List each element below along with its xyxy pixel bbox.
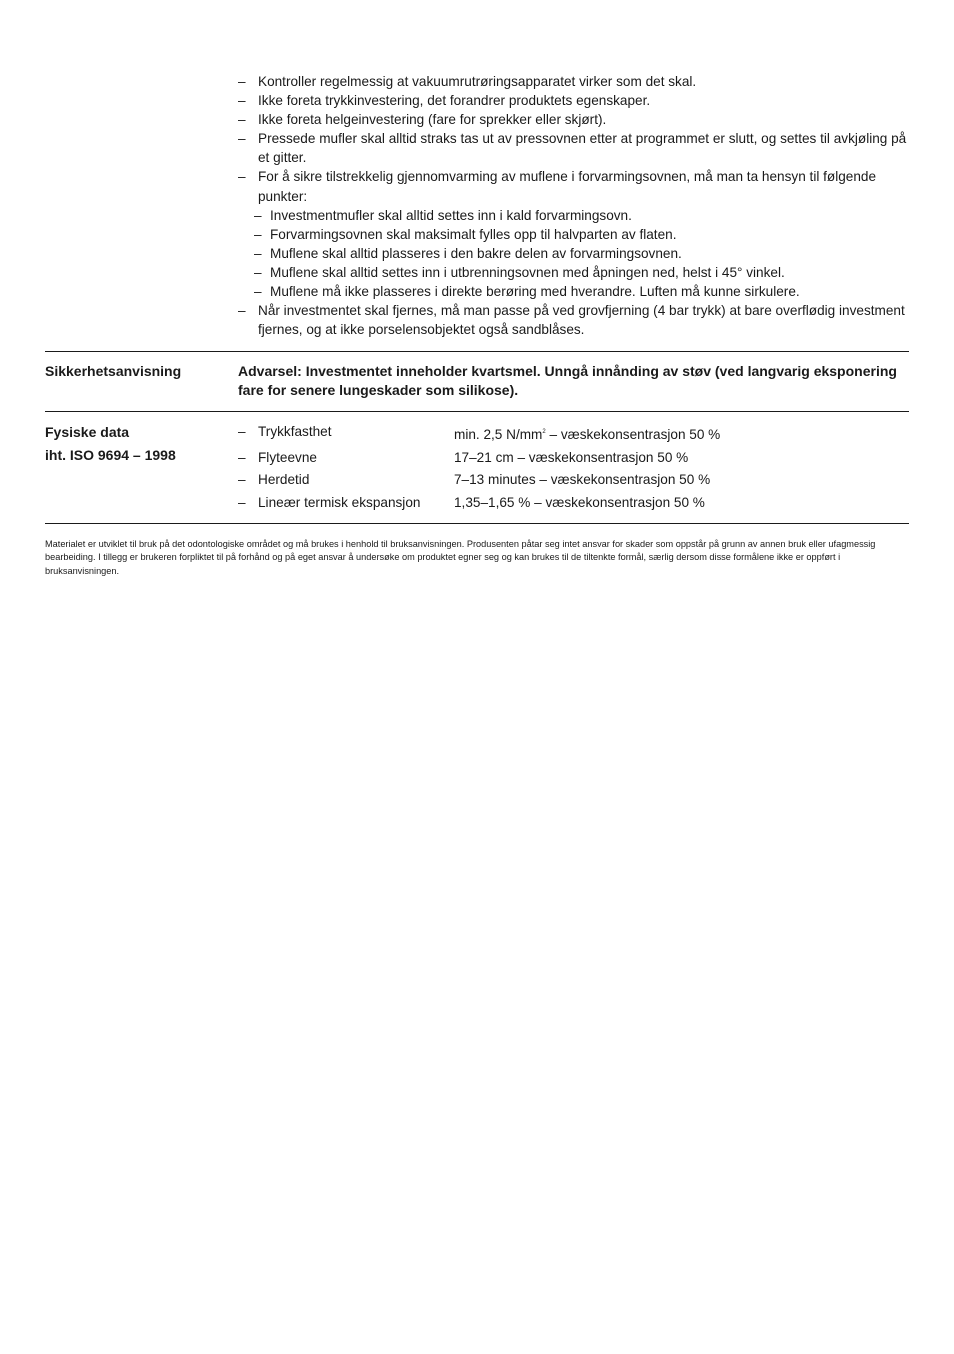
physical-data-section	[45, 421, 909, 514]
sub-list-item	[238, 206, 909, 225]
property-value-text: – væskekonsentrasjon 50 %	[545, 427, 721, 443]
sub-list-item	[238, 282, 909, 301]
dash-bullet: –	[238, 424, 246, 440]
section-divider	[45, 411, 909, 412]
list-item	[238, 72, 909, 91]
list-item-text: Pressede mufler skal alltid straks tas ut av pressovnen etter at programmet er slutt, og settes til avkjøling på et gitter.	[258, 131, 907, 166]
dash-bullet: –	[238, 472, 246, 488]
sub-list-item-text: Muflene må ikke plasseres i direkte berøring med hverandre. Luften må kunne sirkulere.	[270, 284, 800, 300]
property-value: 7–13 minutes – væskekonsentrasjon 50 %	[454, 472, 711, 488]
dash-bullet: –	[254, 284, 262, 300]
disclaimer-footnote: Materialet er utviklet til bruk på det odontologiske området og må brukes i henhold til bruksanvisningen. Produsenten påtar seg intet ansvar for skader som oppstår på grunn av annen bruk eller ufagmessig bearbeiding. I tillegg er brukeren forpliktet til på forhånd og på eget ansvar å undersøke om produktet egner seg og kan brukes til de tiltenkte formål, særlig dersom disse formålene ikke er oppført i bruksanvisningen.	[45, 538, 876, 576]
sub-list-item-text: Muflene skal alltid settes inn i utbrenningsovnen med åpningen ned, helst i 45° vinkel.	[270, 264, 785, 280]
list-item-text: Kontroller regelmessig at vakuumrutrøringsapparatet virker som det skal.	[258, 74, 697, 89]
sub-list-item	[238, 263, 909, 282]
dash-bullet: –	[238, 74, 246, 89]
property-name: Herdetid	[258, 472, 310, 488]
property-value: 1,35–1,65 % – væskekonsentrasjon 50 %	[454, 494, 705, 510]
property-row	[238, 421, 909, 446]
property-list	[238, 421, 909, 514]
property-name: Lineær termisk ekspansjon	[258, 494, 421, 510]
instruction-list	[238, 72, 909, 339]
property-name: Trykkfasthet	[258, 424, 332, 440]
list-item-text: Ikke foreta helgeinvestering (fare for sprekker eller skjørt).	[258, 112, 607, 128]
property-value	[454, 421, 909, 446]
dash-bullet: –	[238, 494, 246, 510]
sub-list-item-text: Investmentmufler skal alltid settes inn i kald forvarmingsovn.	[270, 207, 632, 223]
list-item	[238, 91, 909, 110]
property-value-text: min. 2,5 N/mm	[454, 427, 543, 443]
section-label-line: Fysiske data	[45, 424, 130, 441]
property-name: Flyteevne	[258, 449, 317, 465]
dash-bullet: –	[254, 264, 262, 280]
safety-warning: Advarsel: Investmentet inneholder kvartsmel. Unngå innånding av støv (ved langvarig eksponering fare for senere lungeskader som silikose).	[238, 363, 897, 399]
dash-bullet: –	[238, 449, 246, 465]
sub-list-item-text: Muflene skal alltid plasseres i den bakre delen av forvarmingsovnen.	[270, 245, 682, 261]
sub-list-item	[238, 225, 909, 244]
dash-bullet: –	[238, 112, 246, 128]
property-row	[238, 447, 909, 469]
superscript: 2	[542, 429, 546, 436]
dash-bullet: –	[238, 93, 246, 109]
dash-bullet: –	[238, 131, 246, 147]
dash-bullet: –	[238, 169, 246, 185]
sub-list-item	[238, 244, 909, 263]
property-value: 17–21 cm – væskekonsentrasjon 50 %	[454, 449, 689, 465]
document-page	[45, 72, 909, 578]
list-item-text: Når investmentet skal fjernes, må man passe på ved grovfjerning (4 bar trykk) at bare overflødig investment fjernes, og at ikke porselensobjektet også sandblåses.	[258, 303, 905, 338]
property-row	[238, 492, 909, 514]
list-item-text: Ikke foreta trykkinvestering, det forandrer produktets egenskaper.	[258, 93, 651, 109]
dash-bullet: –	[254, 207, 262, 223]
section-divider	[45, 351, 909, 352]
list-item	[238, 110, 909, 129]
dash-bullet: –	[254, 245, 262, 261]
dash-bullet: –	[238, 303, 246, 319]
list-item	[238, 301, 909, 339]
sub-list-item-text: Forvarmingsovnen skal maksimalt fylles opp til halvparten av flaten.	[270, 226, 677, 242]
list-item	[238, 129, 909, 167]
safety-section	[45, 362, 909, 400]
section-label: Sikkerhetsanvisning	[45, 363, 182, 380]
section-label	[45, 421, 238, 466]
list-item-text: For å sikre tilstrekkelig gjennomvarming av muflene i forvarmingsovnen, må man ta hensyn til følgende punkter:	[258, 169, 877, 204]
property-row	[238, 469, 909, 491]
section-divider	[45, 523, 909, 524]
section-label-line: iht. ISO 9694 – 1998	[45, 446, 176, 463]
dash-bullet: –	[254, 226, 262, 242]
list-item	[238, 167, 909, 205]
